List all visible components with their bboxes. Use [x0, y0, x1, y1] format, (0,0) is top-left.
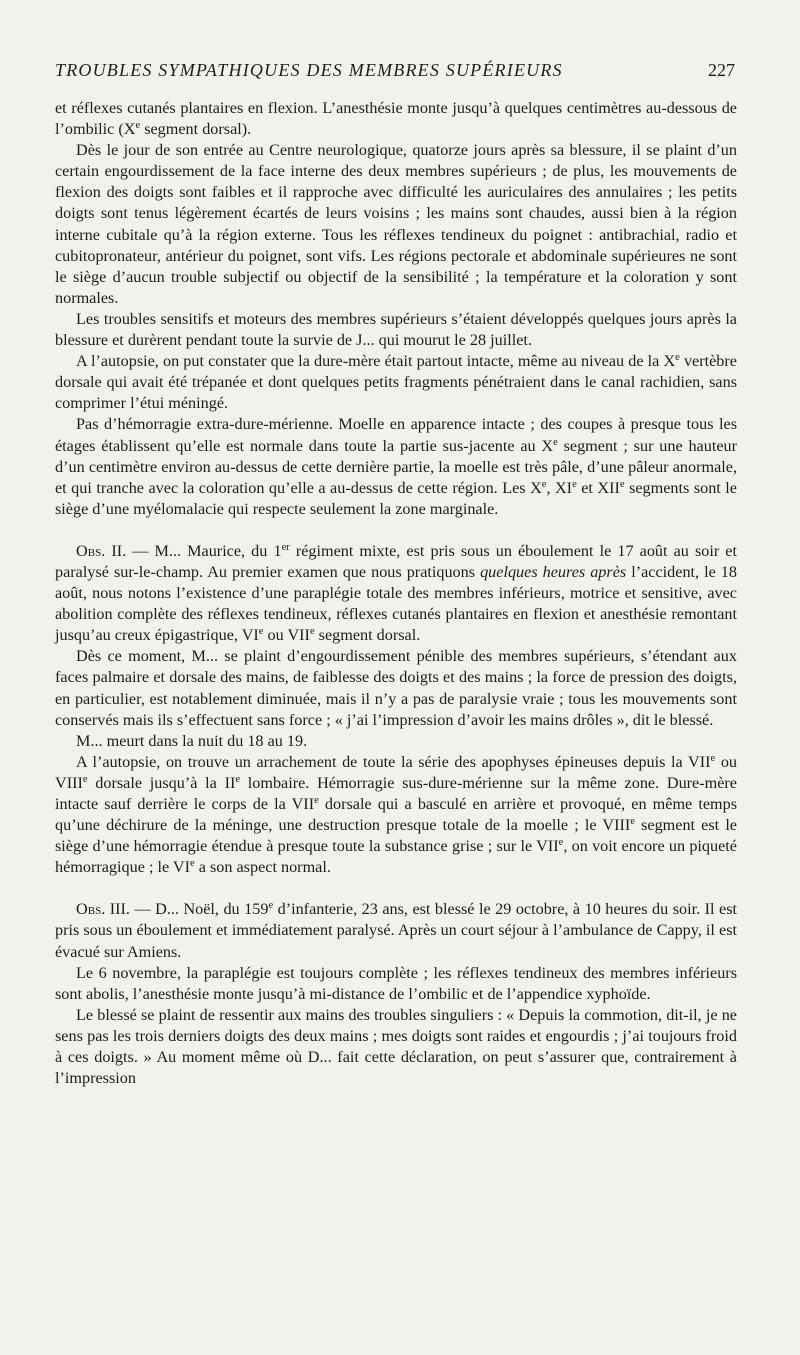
page-header	[55, 60, 735, 81]
paragraph: Pas d’hémorragie extra-dure-mérienne. Moelle en apparence intacte ; des coupes à presque tous les étages établissent qu’elle est normale dans toute la partie sus-jacente au Xe segment ; sur une hauteur d’un centimètre environ au-dessus de cette dernière partie, la moelle est très pâle, d’une pâleur anormale, et qui tranche avec la coloration qu’elle a au-dessus de cette région. Les Xe, XIe et XIIe segments sont le siège d’une myélomalacie qui respecte seulement la zone marginale.	[55, 415, 737, 518]
paragraph: Les troubles sensitifs et moteurs des membres supérieurs s’étaient développés quelques jours après la blessure et durèrent pendant toute la survie de J... qui mourut le 28 juillet.	[55, 309, 737, 350]
paragraph: et réflexes cutanés plantaires en flexion. L’anesthésie monte jusqu’à quelques centimètres au-dessous de l’ombilic (Xe segment dorsal).	[55, 99, 737, 139]
paragraph: A l’autopsie, on trouve un arrachement de toute la série des apophyses épineuses depuis la VIIe ou VIIIe dorsale jusqu’à la IIe lombaire. Hémorragie sus-dure-mérienne sur la même zone. Dure-mère intacte sauf derrière le corps de la VIIe dorsale qui a basculé en arrière et provoqué, en même temps qu’une déchirure de la méninge, une destruction presque totale de la moelle ; le VIIIe segment est le siège d’une hémorragie étendue à presque toute la substance grise ; sur le VIIe, on voit encore un piqueté hémorragique ; le VIe a son aspect normal.	[55, 752, 737, 877]
paragraph: Dès le jour de son entrée au Centre neurologique, quatorze jours après sa blessure, il se plaint d’un certain engourdissement de la face interne des deux membres supérieurs ; de plus, les mouvements de flexion des doigts sont faibles et il rapproche avec difficulté les auriculaires des annulaires ; les petits doigts sont tenus légèrement écartés de leurs voisins ; les mains sont chaudes, aussi bien à la région interne cubitale qu’à la région externe. Tous les réflexes tendineux du poignet : antibrachial, radio et cubitopronateur, antérieur du poignet, sont vifs. Les régions pectorale et abdominale supérieures ne sont le siège d’aucun trouble subjectif ou objectif de la sensibilité ; la température et la coloration y sont normales.	[55, 141, 737, 307]
paragraph: Le 6 novembre, la paraplégie est toujours complète ; les réflexes tendineux des membres inférieurs sont abolis, l’anesthésie monte jusqu’à mi-distance de l’ombilic et de l’appendice xyphoïde.	[55, 963, 737, 1003]
paragraph: Dès ce moment, M... se plaint d’engourdissement pénible des membres supérieurs, s’étendant aux faces palmaire et dorsale des mains, de faiblesse des doigts et des mains ; la force de pression des doigts, en particulier, est notablement diminuée, mais il n’y a pas de paralysie vraie ; tous les mouvements sont conservés mais ils s’effectuent sans force ; « j’ai l’impression d’avoir les mains drôles », dit le blessé.	[55, 647, 737, 729]
running-title: TROUBLES SYMPATHIQUES DES MEMBRES SUPÉRIEURS	[55, 60, 563, 80]
observation-2: Obs. II. — M... Maurice, du 1er régiment mixte, est pris sous un éboulement le 17 août au soir et paralysé sur-le-champ. Au premier examen que nous pratiquons quelques heures après l’accident, le 18 août, nous notons l’existence d’une paraplégie totale des membres inférieurs, motrice et sensitive, avec abolition complète des réflexes tendineux, réflexes cutanés plantaires en flexion et anesthésie remontant jusqu’au creux épigastrique, VIe ou VIIe segment dorsal.	[55, 541, 737, 645]
page-number: 227	[708, 60, 735, 80]
paragraph: Le blessé se plaint de ressentir aux mains des troubles singuliers : « Depuis la commotion, dit-il, je ne sens pas les trois derniers doigts des deux mains ; mes doigts sont raides et engourdis ; j’ai toujours froid à ces doigts. » Au moment même où D... fait cette déclaration, on peut s’assurer que, contrairement à l’impression	[55, 1005, 737, 1088]
paragraph: M... meurt dans la nuit du 18 au 19.	[76, 731, 308, 750]
observation-3: Obs. III. — D... Noël, du 159e d’infanterie, 23 ans, est blessé le 29 octobre, à 10 heures du soir. Il est pris sous un éboulement et immédiatement paralysé. Après un court séjour à l’ambulance de Cappy, il est évacué sur Amiens.	[55, 900, 737, 961]
page-body	[55, 98, 737, 1089]
paragraph: A l’autopsie, on put constater que la dure-mère était partout intacte, même au niveau de la Xe vertèbre dorsale qui avait été trépanée et dont quelques petits fragments pénétraient dans le canal rachidien, sans comprimer l’étui méningé.	[55, 352, 737, 413]
